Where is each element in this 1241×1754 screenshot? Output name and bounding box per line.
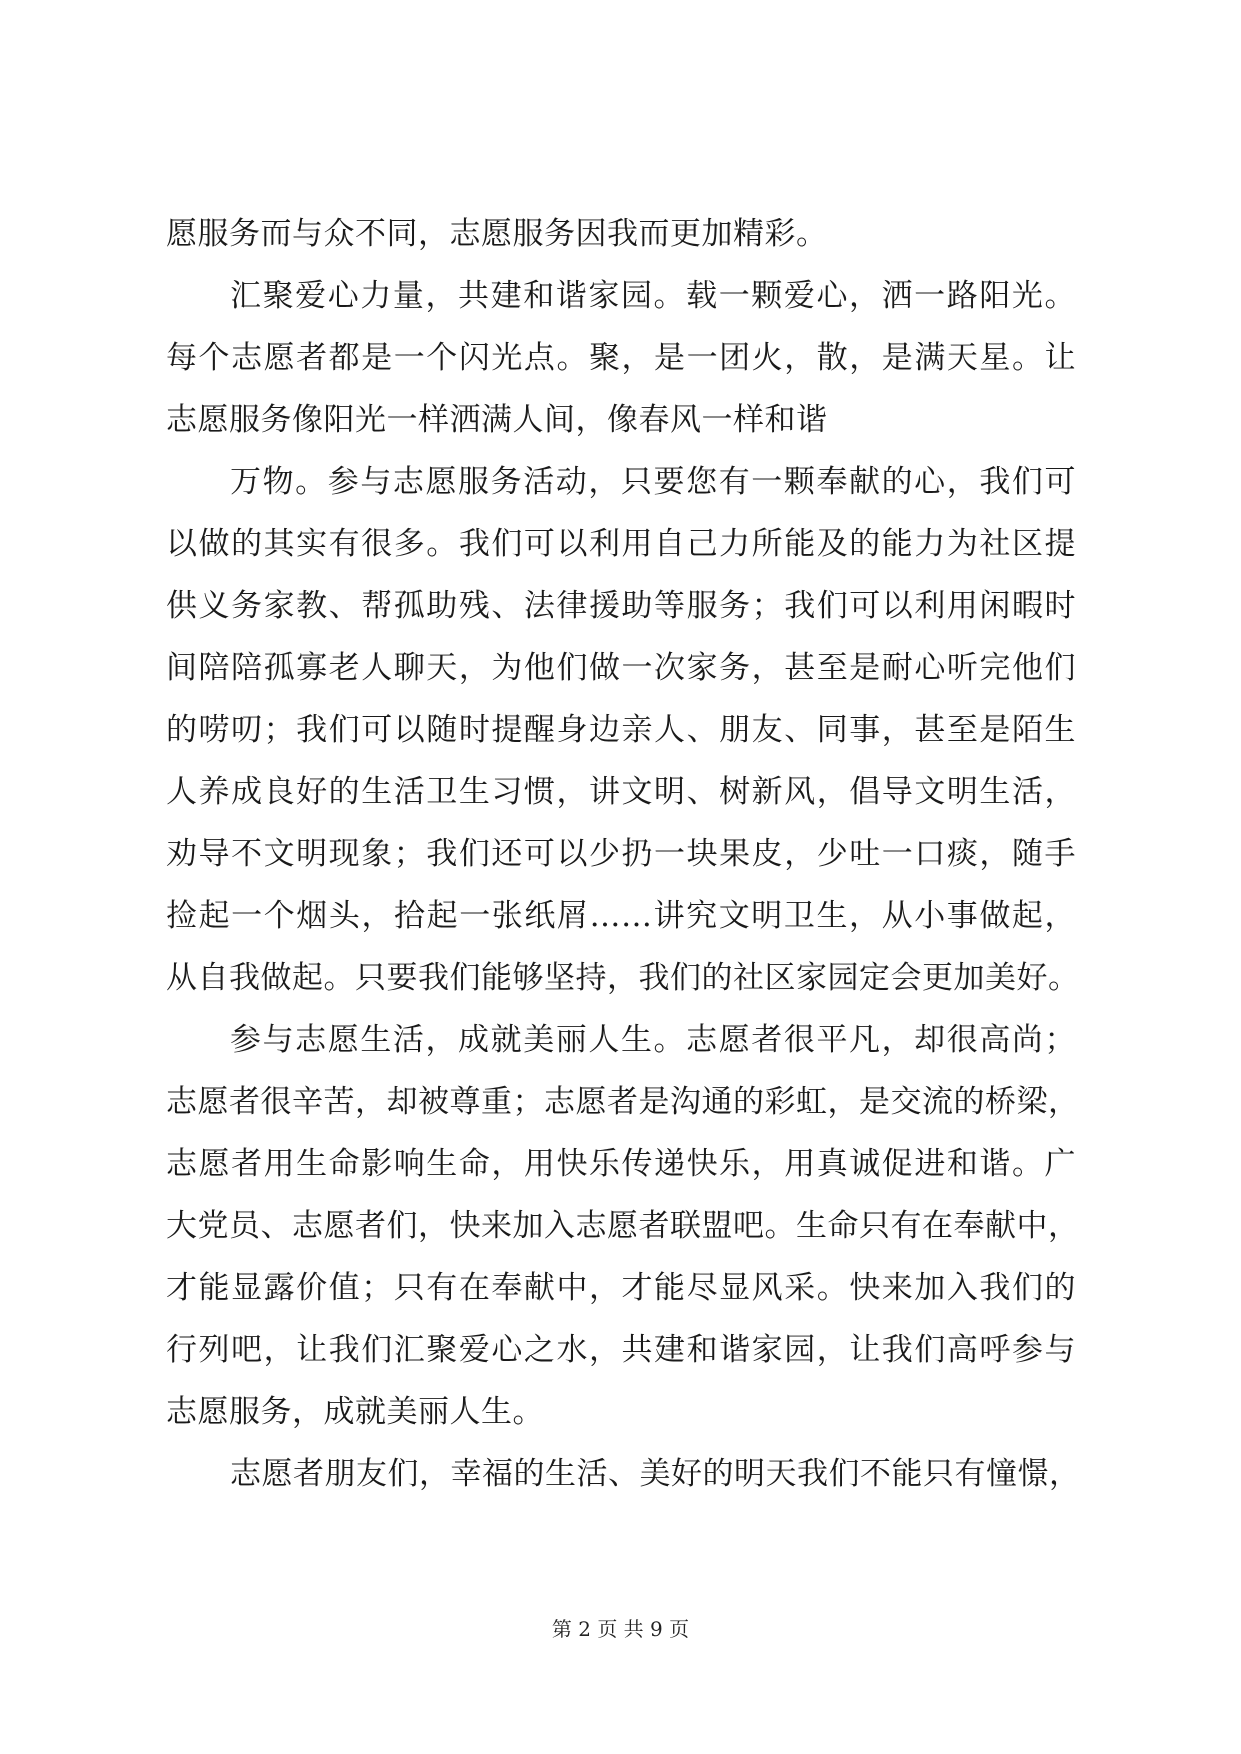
text-line: 才能显露价值；只有在奉献中，才能尽显风采。快来加入我们的 <box>166 1270 1076 1306</box>
text-line: 捡起一个烟头，拾起一张纸屑……讲究文明卫生，从小事做起， <box>166 898 1076 934</box>
document-body <box>166 203 1081 1505</box>
text-line: 参与志愿生活，成就美丽人生。志愿者很平凡，却很高尚； <box>230 1022 1076 1058</box>
text-line: 愿服务而与众不同，志愿服务因我而更加精彩。 <box>166 216 828 252</box>
text-line: 每个志愿者都是一个闪光点。聚，是一团火，散，是满天星。让 <box>166 340 1076 376</box>
text-line: 志愿服务像阳光一样洒满人间，像春风一样和谐 <box>166 402 828 438</box>
text-line: 万物。参与志愿服务活动，只要您有一颗奉献的心，我们可 <box>230 464 1076 500</box>
text-line: 志愿者很辛苦，却被尊重；志愿者是沟通的彩虹，是交流的桥梁， <box>166 1084 1080 1120</box>
text-line: 劝导不文明现象；我们还可以少扔一块果皮，少吐一口痰，随手 <box>166 836 1076 872</box>
page-footer: 第 2 页 共 9 页 <box>551 1617 690 1641</box>
text-line: 间陪陪孤寡老人聊天，为他们做一次家务，甚至是耐心听完他们 <box>166 650 1076 686</box>
text-line: 志愿者朋友们，幸福的生活、美好的明天我们不能只有憧憬， <box>230 1456 1081 1492</box>
text-line: 志愿服务，成就美丽人生。 <box>166 1394 544 1430</box>
text-line: 供义务家教、帮孤助残、法律援助等服务；我们可以利用闲暇时 <box>166 588 1076 624</box>
text-line: 汇聚爱心力量，共建和谐家园。载一颗爱心，洒一路阳光。 <box>230 278 1076 314</box>
text-line: 从自我做起。只要我们能够坚持，我们的社区家园定会更加美好。 <box>166 960 1080 996</box>
text-line: 大党员、志愿者们，快来加入志愿者联盟吧。生命只有在奉献中， <box>166 1208 1080 1244</box>
text-line: 行列吧，让我们汇聚爱心之水，共建和谐家园，让我们高呼参与 <box>166 1332 1076 1368</box>
text-line: 的唠叨；我们可以随时提醒身边亲人、朋友、同事，甚至是陌生 <box>166 712 1076 748</box>
text-line: 以做的其实有很多。我们可以利用自己力所能及的能力为社区提 <box>166 526 1076 562</box>
text-line: 人养成良好的生活卫生习惯，讲文明、树新风，倡导文明生活， <box>166 774 1076 810</box>
text-line: 志愿者用生命影响生命，用快乐传递快乐，用真诚促进和谐。广 <box>166 1146 1076 1182</box>
